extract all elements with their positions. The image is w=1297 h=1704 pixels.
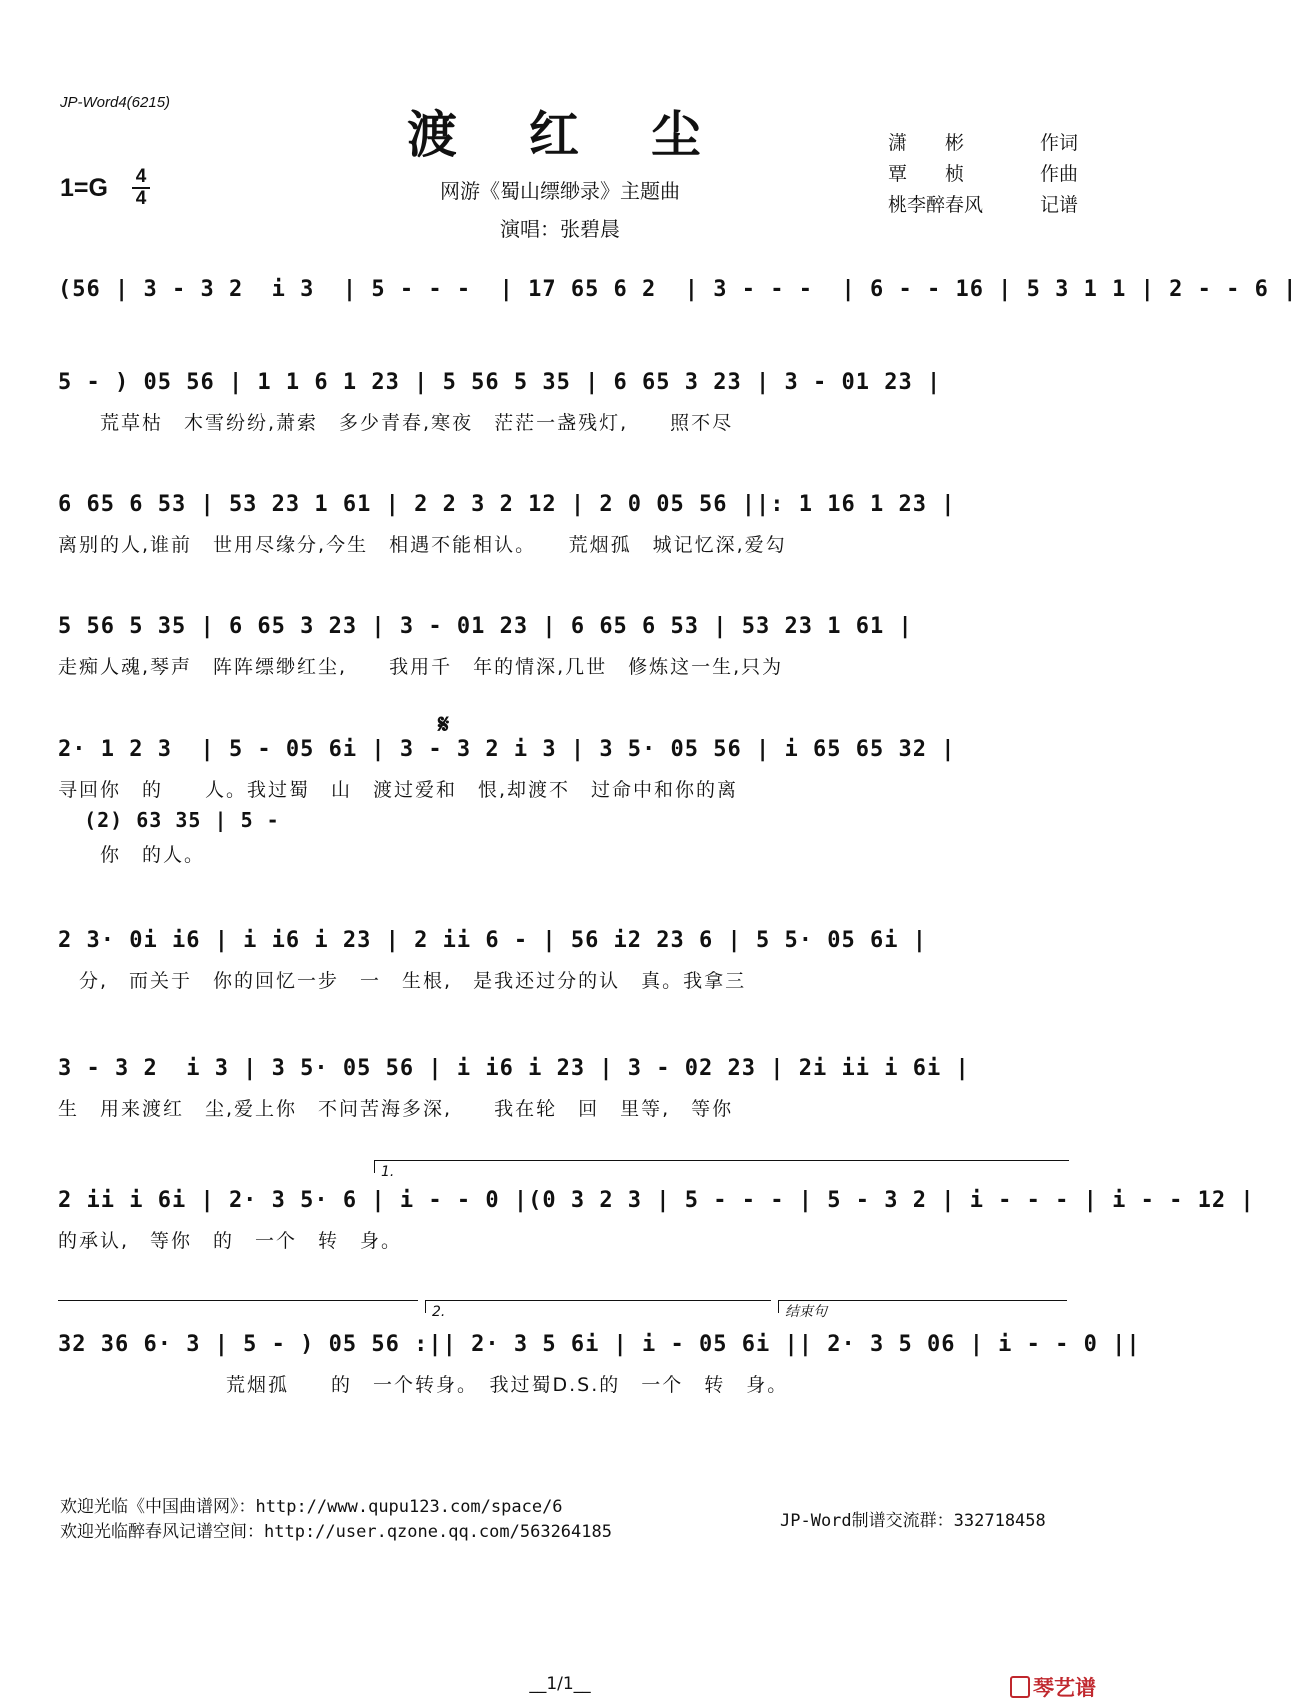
continuation-bracket <box>58 1300 418 1301</box>
music-line-2: 5 - ) 05 56 | 1 1 6 1 23 | 5 56 5 35 | 6 65 3 23 | 3 - 01 23 | <box>58 370 942 395</box>
footer-link-1[interactable]: 欢迎光临《中国曲谱网》：http://www.qupu123.com/space/6 <box>60 1497 563 1517</box>
lyric-line-2: 荒草枯 木雪纷纷,萧索 多少青春,寒夜 茫茫一盏残灯, 照不尽 <box>58 412 734 434</box>
lyric-line-4: 走痴人魂,琴声 阵阵缥缈红尘, 我用千 年的情深,几世 修炼这一生,只为 <box>58 656 784 678</box>
lyric-line-5: 寻回你 的 人。我过蜀 山 渡过爱和 恨,却渡不 过命中和你的离 <box>58 779 739 801</box>
footer-links <box>60 1495 612 1545</box>
qq-group: JP-Word制谱交流群：332718458 <box>780 1511 1046 1531</box>
credit-composer: 覃 桢 作曲 <box>888 163 1078 185</box>
brand-name: 琴艺谱 <box>1033 1676 1096 1700</box>
song-title: 渡红尘 <box>407 105 773 164</box>
song-subtitle: 网游《蜀山缥缈录》主题曲 <box>440 179 680 203</box>
music-line-5: 2· 1 2 3 | 5 - 05 6i | 3 - 3 2 i 3 | 3 5· 05 56 | i 65 65 32 | <box>58 737 956 762</box>
lyric-line-3: 离别的人,谁前 世用尽缘分,今生 相遇不能相认。 荒烟孤 城记忆深,爱勾 <box>58 534 787 556</box>
music-line-3: 6 65 6 53 | 53 23 1 61 | 2 2 3 2 12 | 2 0 05 56 ||: 1 16 1 23 | <box>58 492 956 517</box>
lyric-line-8: 的承认, 等你 的 一个 转 身。 <box>58 1230 403 1252</box>
page-number: __1/1__ <box>529 1674 591 1694</box>
ending-label: 结束句 <box>785 1304 827 1320</box>
ending-bracket <box>778 1300 1067 1320</box>
lyric-line-7: 生 用来渡红 尘,爱上你 不问苦海多深, 我在轮 回 里等, 等你 <box>58 1098 734 1120</box>
music-line-5-alt: (2) 63 35 | 5 - <box>58 808 280 832</box>
credits <box>888 128 1078 221</box>
time-signature <box>132 168 150 208</box>
music-line-4: 5 56 5 35 | 6 65 3 23 | 3 - 01 23 | 6 65 6 53 | 53 23 1 61 | <box>58 614 913 639</box>
time-top: 4 <box>135 166 147 187</box>
music-line-8: 2 ii i 6i | 2· 3 5· 6 | i - - 0 |(0 3 2 3 | 5 - - - | 5 - 3 2 | i - - - | i - - 12 | <box>58 1188 1255 1213</box>
volta-2-label: 2. <box>432 1304 446 1320</box>
music-line-7: 3 - 3 2 i 3 | 3 5· 05 56 | i i6 i 23 | 3 - 02 23 | 2i ii i 6i | <box>58 1056 970 1081</box>
brand-logo <box>1010 1672 1096 1702</box>
lyric-line-6: 分, 而关于 你的回忆一步 一 生根, 是我还过分的认 真。我拿三 <box>58 970 747 992</box>
brand-icon <box>1010 1676 1030 1698</box>
singer: 演唱：张碧晨 <box>500 217 620 241</box>
credit-lyricist: 潇 彬 作词 <box>888 132 1078 154</box>
segno-sign: 𝄋 <box>438 710 450 740</box>
software-tag: JP-Word4(6215) <box>60 94 171 111</box>
lyric-line-9: 荒烟孤 的 一个转身。 我过蜀D.S.的 一个 转 身。 <box>58 1374 789 1396</box>
lyric-line-5-alt: 你 的人。 <box>58 844 206 866</box>
volta-2-bracket <box>425 1300 771 1320</box>
footer-link-2[interactable]: 欢迎光临醉春风记谱空间：http://user.qzone.qq.com/563264185 <box>60 1522 612 1542</box>
volta-1-bracket <box>374 1160 1069 1180</box>
time-bottom: 4 <box>135 188 147 209</box>
volta-1-label: 1. <box>381 1164 395 1180</box>
music-line-1: (56 | 3 - 3 2 i 3 | 5 - - - | 17 65 6 2 | 3 - - - | 6 - - 16 | 5 3 1 1 | 2 - - 6 | <box>58 277 1297 302</box>
key-signature: 1=G <box>60 174 108 202</box>
credit-transcriber: 桃李醉春风 记谱 <box>888 194 1078 216</box>
music-line-9: 32 36 6· 3 | 5 - ) 05 56 :|| 2· 3 5 6i | i - 05 6i || 2· 3 5 06 | i - - 0 || <box>58 1332 1141 1357</box>
music-line-6: 2 3· 0i i6 | i i6 i 23 | 2 ii 6 - | 56 i2 23 6 | 5 5· 05 6i | <box>58 928 927 953</box>
